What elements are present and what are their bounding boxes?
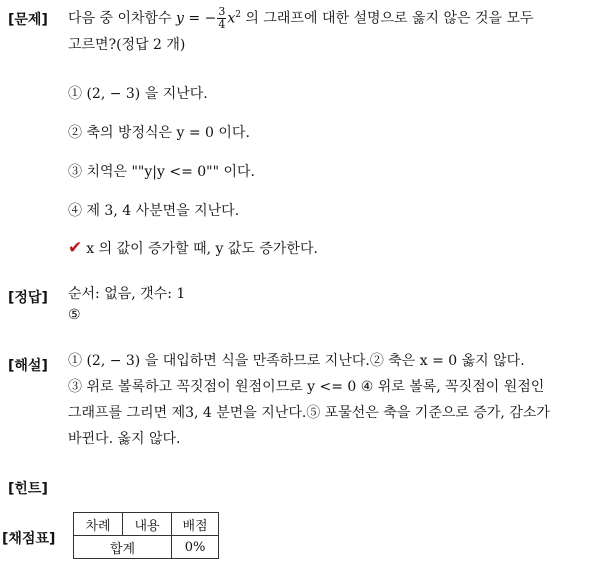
hint-label: [힌트] bbox=[8, 481, 48, 497]
answer-line-2: ⑤ bbox=[68, 307, 81, 323]
total-value: 0% bbox=[172, 536, 219, 559]
question-line-2: 고르면?(정답 2 개) bbox=[68, 37, 186, 53]
scoring-header-row bbox=[74, 513, 219, 536]
explanation-line-2: ③ 위로 볼록하고 꼭짓점이 원점이므로 y <= 0 ④ 위로 볼록, 꼭짓점이 원점인 bbox=[68, 379, 545, 395]
option-1: ① (2, − 3) 을 지난다. bbox=[68, 86, 208, 102]
scoring-label: [채점표] bbox=[2, 531, 56, 547]
scoring-table bbox=[73, 512, 219, 559]
fraction: $\frac{3}{4}$ bbox=[218, 5, 226, 32]
question-label: [문제] bbox=[8, 12, 48, 28]
explanation-line-3: 그래프를 그리면 제3, 4 분면을 지난다.⑤ 포물선은 축을 기준으로 증가, 감소가 bbox=[68, 405, 550, 421]
header-content: 내용 bbox=[123, 513, 172, 536]
answer-line-1: 순서: 없음, 갯수: 1 bbox=[68, 286, 186, 302]
question-line-1: 다음 중 이차함수 y = − $\frac{3}{4}$ $x^2$ 의 그래프에 대한 설명으로 옳지 않은 것을 모두 bbox=[68, 5, 534, 32]
total-label: 합계 bbox=[74, 536, 172, 559]
option-5: ✔ x 의 값이 증가할 때, y 값도 증가한다. bbox=[68, 238, 318, 258]
scoring-total-row bbox=[74, 536, 219, 559]
check-mark-icon: ✔ bbox=[68, 238, 83, 258]
header-order: 차례 bbox=[74, 513, 123, 536]
option-3: ③ 치역은 ""y|y <= 0"" 이다. bbox=[68, 164, 255, 180]
answer-label: [정답] bbox=[8, 290, 48, 306]
explanation-label: [해설] bbox=[8, 358, 48, 374]
option-2: ② 축의 방정식은 y = 0 이다. bbox=[68, 125, 250, 141]
explanation-line-4: 바뀐다. 옳지 않다. bbox=[68, 431, 181, 447]
header-points: 배점 bbox=[172, 513, 219, 536]
explanation-line-1: ① (2, − 3) 을 대입하면 식을 만족하므로 지난다.② 축은 x = 0 옳지 않다. bbox=[68, 353, 525, 369]
option-4: ④ 제 3, 4 사분면을 지난다. bbox=[68, 203, 240, 219]
